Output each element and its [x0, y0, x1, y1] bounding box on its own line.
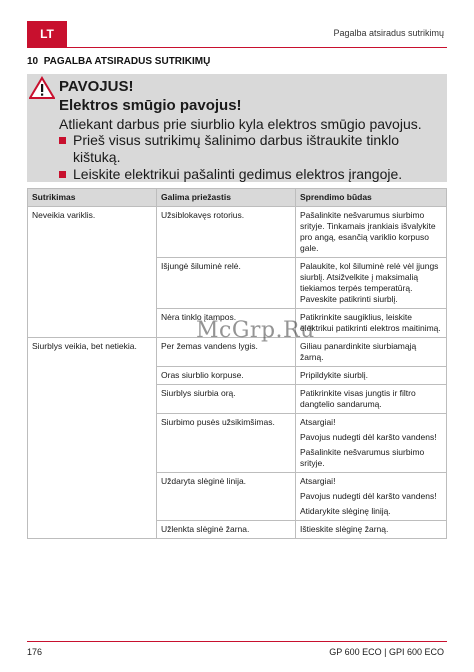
problem-cell-empty — [28, 309, 157, 338]
warning-title: PAVOJUS! — [59, 78, 134, 95]
model-name: GP 600 ECO | GPI 600 ECO — [329, 647, 444, 657]
footer-rule — [27, 641, 447, 642]
problem-cell: Siurblys veikia, bet netiekia. — [28, 338, 157, 367]
header-rule — [27, 47, 447, 48]
solution-line: Atsargiai! — [300, 417, 336, 427]
cause-cell: Išjungė šiluminė relė. — [157, 258, 296, 309]
solution-line: Pavojus nudegti dėl karšto vandens! — [300, 432, 437, 442]
table-row — [28, 309, 447, 338]
table-row — [28, 207, 447, 258]
cause-cell: Užlenkta slėginė žarna. — [157, 521, 296, 539]
solution-line: Pašalinkite nešvarumus siurbimo srityje. — [300, 447, 425, 468]
table-row — [28, 414, 447, 473]
solution-cell: Palaukite, kol šiluminė relė vėl įjungs siurblį. Atsižvelkite į maksimalią tiekiamos terpės temperatūrą. Paveskite patikrinti siurblį. — [296, 258, 447, 309]
warning-subtitle: Elektros smūgio pavojus! — [59, 97, 242, 114]
table-row — [28, 385, 447, 414]
table-row — [28, 367, 447, 385]
language-badge: LT — [27, 21, 67, 47]
warning-list — [59, 132, 439, 183]
cause-cell: Siurblys siurbia orą. — [157, 385, 296, 414]
solution-line: Atidarykite slėginę liniją. — [300, 506, 391, 516]
solution-cell — [296, 473, 447, 521]
warning-list-item — [59, 132, 439, 166]
watermark: McGrp.Ru — [196, 318, 315, 343]
cause-cell: Siurbimo pusės užsikimšimas. — [157, 414, 296, 473]
problem-cell-empty — [28, 473, 157, 521]
problem-cell-empty — [28, 367, 157, 385]
page-number: 176 — [27, 647, 43, 657]
section-title — [27, 56, 210, 67]
running-header: Pagalba atsiradus sutrikimų — [333, 28, 444, 38]
column-header: Galima priežastis — [157, 189, 296, 207]
solution-cell: Pripildykite siurblį. — [296, 367, 447, 385]
problem-cell-empty — [28, 385, 157, 414]
warning-item-text: Prieš visus sutrikimų šalinimo darbus ištraukite tinklo kištuką. — [73, 132, 399, 165]
warning-list-item — [59, 166, 439, 183]
solution-cell: Patikrinkite saugiklius, leiskite elektrikui patikrinti elektros maitinimą. — [296, 309, 447, 338]
problem-cell-empty — [28, 258, 157, 309]
problem-cell: Neveikia variklis. — [28, 207, 157, 258]
warning-box — [27, 74, 447, 182]
solution-cell: Giliau panardinkite siurbiamąją žarną. — [296, 338, 447, 367]
warning-item-text: Leiskite elektrikui pašalinti gedimus elektros įrangoje. — [73, 166, 403, 182]
cause-cell: Oras siurblio korpuse. — [157, 367, 296, 385]
table-header-row — [28, 189, 447, 207]
column-header: Sprendimo būdas — [296, 189, 447, 207]
column-header: Sutrikimas — [28, 189, 157, 207]
cause-cell: Nėra tinklo įtampos. — [157, 309, 296, 338]
solution-cell: Ištieskite slėginę žarną. — [296, 521, 447, 539]
warning-text: Atliekant darbus prie siurblio kyla elektros smūgio pavojus. — [59, 116, 422, 132]
solution-cell: Patikrinkite visas jungtis ir filtro dangtelio sandarumą. — [296, 385, 447, 414]
solution-cell — [296, 414, 447, 473]
warning-triangle-icon — [29, 76, 55, 100]
problem-cell-empty — [28, 521, 157, 539]
problem-cell-empty — [28, 414, 157, 473]
solution-cell: Pašalinkite nešvarumus siurbimo srityje. Tinkamais įrankiais išvalykite pro angą, esančią variklio korpuso gale. — [296, 207, 447, 258]
solution-line: Atsargiai! — [300, 476, 336, 486]
cause-cell: Užsiblokavęs rotorius. — [157, 207, 296, 258]
cause-cell: Per žemas vandens lygis. — [157, 338, 296, 367]
table-row — [28, 521, 447, 539]
table-row — [28, 258, 447, 309]
table-row — [28, 338, 447, 367]
troubleshooting-table — [27, 188, 447, 539]
square-bullet-icon — [59, 137, 66, 144]
table-row — [28, 473, 447, 521]
square-bullet-icon — [59, 171, 66, 178]
cause-cell: Uždaryta slėginė linija. — [157, 473, 296, 521]
solution-line: Pavojus nudegti dėl karšto vandens! — [300, 491, 437, 501]
section-number: 10 — [27, 56, 39, 67]
section-title-text: PAGALBA ATSIRADUS SUTRIKIMŲ — [43, 56, 211, 67]
